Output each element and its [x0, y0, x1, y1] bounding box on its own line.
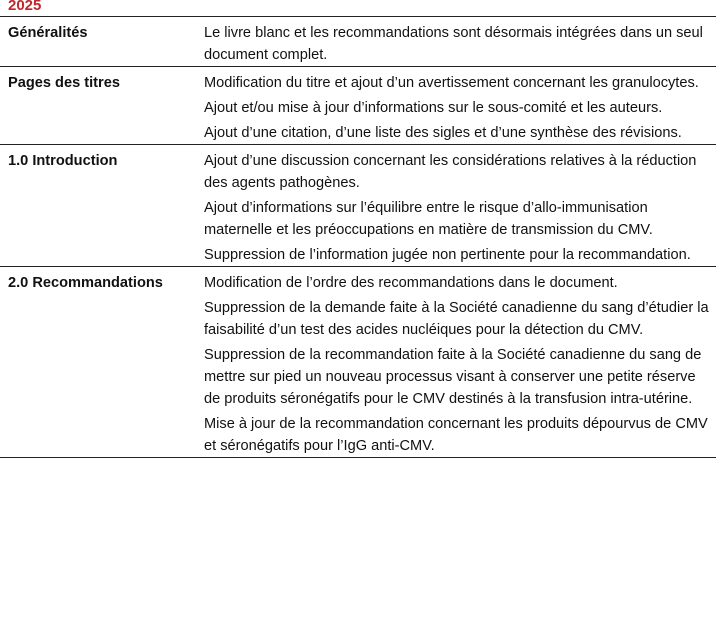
- section-name: 1.0 Introduction: [0, 145, 195, 267]
- change-item: Suppression de la recommandation faite à la Société canadienne du sang de mettre sur pied un nouveau processus visant à conserver une petite réserve de produits séronégatifs pour le CMV destinés à la transfusion intra-utérine.: [204, 347, 702, 407]
- change-item: Suppression de l’information jugée non pertinente pour la recommandation.: [204, 247, 691, 263]
- change-item: Modification du titre et ajout d’un avertissement concernant les granulocytes.: [204, 75, 699, 91]
- year-heading: 2025: [8, 0, 42, 14]
- table-row: [0, 267, 716, 458]
- change-item: Ajout d’une discussion concernant les considérations relatives à la réduction des agents pathogènes.: [204, 153, 697, 191]
- change-item: Ajout d’informations sur l’équilibre entre le risque d’allo-immunisation maternelle et les préoccupations en matière de transmission du CMV.: [204, 200, 653, 238]
- change-item: Ajout d’une citation, d’une liste des sigles et d’une synthèse des révisions.: [204, 125, 682, 141]
- change-item: Le livre blanc et les recommandations sont désormais intégrées dans un seul document complet.: [204, 25, 703, 63]
- section-name: 2.0 Recommandations: [0, 267, 195, 458]
- change-item: Modification de l’ordre des recommandations dans le document.: [204, 275, 618, 291]
- revisions-table: [0, 16, 716, 458]
- changes-cell: [195, 67, 716, 145]
- section-name: Généralités: [0, 17, 195, 67]
- changes-cell: [195, 145, 716, 267]
- table-row: [0, 67, 716, 145]
- changes-cell: [195, 17, 716, 67]
- change-item: Ajout et/ou mise à jour d’informations sur le sous-comité et les auteurs.: [204, 100, 663, 116]
- section-name: Pages des titres: [0, 67, 195, 145]
- change-item: Suppression de la demande faite à la Société canadienne du sang d’étudier la faisabilité d’un test des acides nucléiques pour la détection du CMV.: [204, 300, 709, 338]
- table-row: [0, 17, 716, 67]
- table-row: [0, 145, 716, 267]
- change-item: Mise à jour de la recommandation concernant les produits dépourvus de CMV et séronégatifs pour l’IgG anti-CMV.: [204, 416, 708, 454]
- changes-cell: [195, 267, 716, 458]
